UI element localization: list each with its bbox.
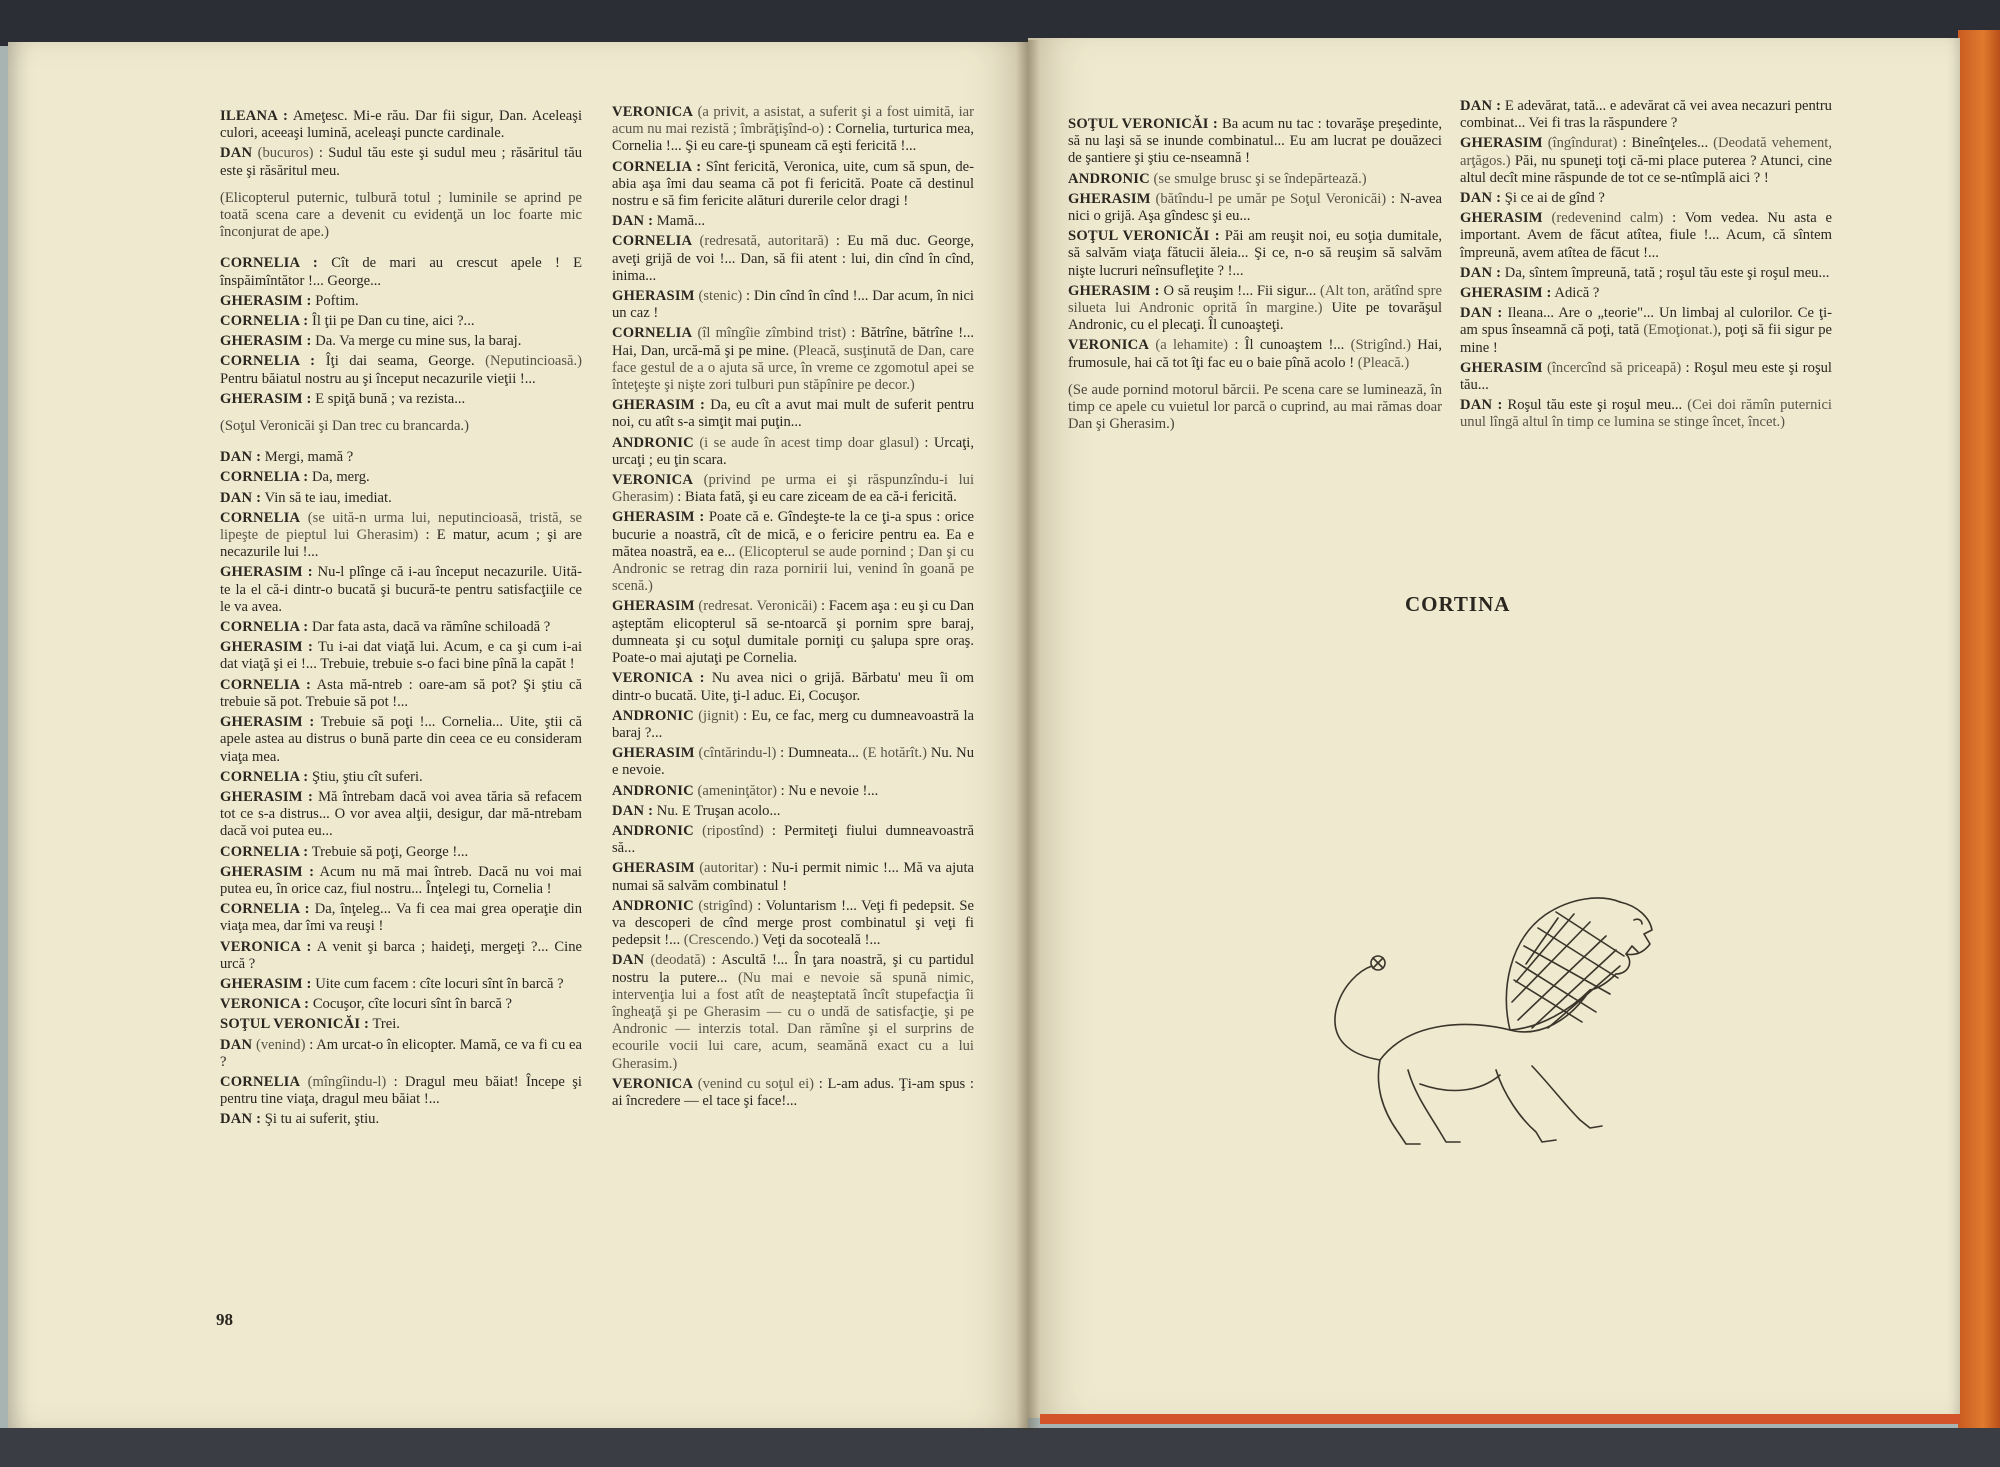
speaker-name: GHERASIM : (1460, 285, 1552, 302)
right-page-column-1 (1068, 116, 1442, 447)
dialogue-line (220, 789, 582, 841)
speaker-name: CORNELIA : (220, 353, 316, 370)
dialogue-line (220, 901, 582, 935)
speaker-name: CORNELIA (612, 325, 693, 342)
dialogue-line (1460, 210, 1832, 262)
speaker-name: DAN : (220, 449, 262, 466)
speaker-name: CORNELIA : (220, 843, 309, 860)
book-cover-bottom (0, 1428, 2000, 1467)
line-text: Ba acum nu tac : tovarăşe preşedinte, să nu laşi să se inunde combinatul... Eu am lucrat pe douăzeci de şantiere şi ştiu ce-nseamnă ! (1068, 116, 1442, 167)
line-text: : Eu mă duc. George, aveţi grijă de voi !... Dan, să fii atent : lui, din cînd în cînd, inima... (612, 233, 974, 284)
dialogue-line (220, 996, 582, 1013)
speaker-name: VERONICA : (220, 938, 312, 955)
line-text: : Eu, ce fac, merg cu dumneavoastră la baraj ?... (612, 707, 974, 741)
dialogue-line (220, 1074, 582, 1108)
speaker-name: DAN : (1460, 305, 1503, 322)
speaker-name: DAN (220, 1036, 253, 1053)
speaker-name: DAN : (1460, 190, 1502, 207)
line-text: A venit şi barca ; haideţi, mergeţi ?... Cine urcă ? (220, 938, 582, 972)
speaker-name: CORNELIA (612, 233, 693, 250)
dialogue-line (220, 844, 582, 861)
dialogue-line (220, 1016, 582, 1033)
lion-drawing-icon (1320, 870, 1660, 1170)
dialogue-line (220, 353, 582, 387)
dialogue-line (612, 898, 974, 950)
dialogue-line (220, 677, 582, 711)
stage-direction-inline: (stenic) (694, 288, 743, 305)
line-text: Ileana... Are o „teorie"... Un limbaj al culorilor. Ce ţi-am spus înseamnă că poţi, tată (1460, 305, 1832, 339)
dialogue-line (220, 714, 582, 766)
stage-direction-inline: (ameninţător) (693, 782, 777, 799)
dialogue-line (220, 1037, 582, 1071)
speaker-name: SOŢUL VERONICĂI : (1068, 228, 1220, 245)
line-text: : Nu e nevoie !... (776, 782, 879, 799)
stage-direction-inline: (mîngîindu-l) (300, 1073, 387, 1090)
dialogue-line (220, 564, 582, 616)
line-text: Trebuie să poţi !... Cornelia... Uite, ştii că apele astea au distrus o bună parte din ceea ce eu consideram viaţa mea. (220, 714, 582, 765)
speaker-name: ANDRONIC (612, 707, 694, 724)
line-text: Ameţesc. Mi-e rău. Dar fii sigur, Dan. Aceleaşi culori, aceeaşi lumină, aceleaşi puncte cardinale. (220, 108, 582, 142)
line-text: Nu-l plînge că i-au început necazurile. Uită-te la el că-i dintr-o bucată şi bucură-te pentru satisfacţiile ce le va avea. (220, 564, 583, 615)
dialogue-line (612, 598, 974, 667)
speaker-name: GHERASIM (612, 745, 695, 762)
stage-direction-inline: (Elicopterul se aude pornind ; Dan şi cu Andronic se retrag din raza pornirii lui, venind în goană pe scenă.) (612, 543, 974, 595)
dialogue-line (1460, 397, 1832, 431)
dialogue-line (612, 783, 974, 800)
stage-direction-inline: (îngîndurat) (1542, 135, 1618, 152)
line-text: : Permiteţi fiului dumneavoastră să... (612, 822, 974, 857)
speaker-name: GHERASIM : (220, 863, 315, 880)
line-text: Pentru băiatul nostru au şi început necazurile vieţii !... (220, 370, 536, 387)
speaker-name: CORNELIA : (220, 619, 309, 636)
line-text: Nu avea nici o grijă. Bărbatu' meu îi om dintr-o bucată. Uite, ţi-l aduc. Ei, Cocuşor. (612, 670, 974, 704)
dialogue-line (1068, 337, 1442, 371)
stage-direction-inline: (Strigînd.) (1344, 337, 1411, 354)
line-text: Vin să te iau, imediat. (261, 489, 392, 506)
dialogue-line (612, 104, 974, 156)
stage-direction-inline: (Cei doi rămîn puternici unul lîngă altul în timp ce lumina se stinge încet, încet.) (1460, 397, 1832, 431)
stage-direction-inline: (venind cu soţul ei) (693, 1075, 815, 1092)
speaker-name: DAN : (220, 1111, 262, 1128)
stage-direction-inline: (cîntărindu-l) (694, 745, 777, 762)
line-text: Da, merg. (308, 469, 370, 486)
dialogue-line (220, 939, 582, 973)
dialogue-line (612, 952, 974, 1072)
stage-direction-inline: (a lehamite) (1149, 337, 1229, 354)
stage-direction-inline: (autoritar) (694, 860, 759, 877)
dialogue-line (220, 1111, 582, 1128)
speaker-name: ANDRONIC (612, 782, 694, 799)
speaker-name: GHERASIM : (220, 333, 312, 350)
speaker-name: CORNELIA (220, 1073, 301, 1090)
speaker-name: GHERASIM (612, 288, 695, 305)
dialogue-line (220, 639, 582, 673)
line-text: Adică ? (1551, 285, 1600, 302)
left-page-column-2 (612, 104, 974, 1113)
stage-direction-inline: (redresată, autoritară) (692, 233, 829, 250)
dialogue-line (612, 435, 974, 469)
dialogue-line (612, 860, 974, 894)
dialogue-line (1068, 228, 1442, 280)
book-spine-edge (1958, 30, 2000, 1467)
speaker-name: GHERASIM : (220, 639, 314, 656)
speaker-name: GHERASIM (1460, 135, 1543, 152)
dialogue-line (1460, 135, 1832, 187)
speaker-name: GHERASIM : (220, 292, 312, 309)
line-text: : Bineînţeles... (1617, 135, 1709, 152)
dialogue-line (220, 145, 582, 179)
stage-direction-inline: (Emoţionat.) (1639, 322, 1718, 339)
speaker-name: GHERASIM : (1068, 282, 1160, 299)
line-text: O să reuşim !... Fii sigur... (1159, 282, 1317, 299)
line-text: Da, înţeleg... Va fi cea mai grea operaţie din viaţa mea, dar îmi va reuşi ! (220, 901, 583, 935)
ending-title: CORTINA (1405, 592, 1511, 616)
page-number: 98 (216, 1310, 233, 1329)
line-text: Veţi da socoteală !... (758, 932, 881, 949)
speaker-name: GHERASIM (612, 598, 695, 615)
line-text: Mergi, mamă ? (261, 449, 354, 466)
line-text: Poate că e. Gîndeşte-te la ce ţi-a spus : orice bucurie a noastră, cît de mică, e o fericire pentru ea. Ea e mătea noastră, ea e... (612, 509, 974, 560)
line-text: Acum nu mă mai întreb. Dacă nu voi mai putea eu, în orice caz, fiul nostru... Înţelegi tu, Cornelia ! (220, 863, 582, 897)
stage-direction-inline: (Neputincioasă.) (474, 353, 583, 370)
stage-direction-inline: (Pleacă.) (1354, 354, 1410, 371)
speaker-name: VERONICA (612, 104, 694, 120)
speaker-name: GHERASIM (1068, 190, 1151, 207)
dialogue-line (220, 510, 582, 562)
speaker-name: GHERASIM : (612, 397, 706, 414)
dialogue-line (612, 803, 974, 820)
stage-direction-inline: (se uită-n urma lui, neputincioasă, tristă, se lipeşte de pieptul lui Gherasim) (220, 509, 582, 544)
line-text: : Am urcat-o în elicopter. Mamă, ce va fi cu ea ? (220, 1036, 582, 1070)
speaker-name: GHERASIM (1460, 359, 1543, 376)
stage-direction-inline: (deodată) (644, 952, 706, 969)
dialogue-line (1460, 190, 1832, 207)
dialogue-line (612, 745, 974, 779)
line-text: : Facem aşa : eu şi cu Dan aşteptăm elicopterul să se-ntoarcă şi pornim spre baraj, dumneata şi cu soţul dumitale porniţi cu şalupa spre oraş. Poate-o mai ajutaţi pe Cornelia. (612, 598, 974, 667)
line-text: : Ascultă !... În ţara noastră, şi cu partidul nostru la putere... (612, 952, 975, 986)
speaker-name: VERONICA (612, 1075, 694, 1092)
line-text: : L-am adus. Ţi-am spus : ai încredere — el tace şi face!... (612, 1075, 974, 1109)
stage-direction: (Soţul Veronicăi şi Dan trec cu brancarda.) (220, 418, 469, 435)
dialogue-line (612, 159, 974, 211)
dialogue-line (220, 108, 582, 142)
dialogue-line (612, 472, 974, 506)
speaker-name: ILEANA : (220, 108, 289, 124)
speaker-name: DAN : (612, 802, 654, 819)
right-page-column-2 (1460, 98, 1832, 435)
line-text: Ştiu, ştiu cît suferi. (308, 768, 423, 785)
speaker-name: ANDRONIC (612, 897, 694, 914)
stage-direction-inline: (redresat. Veronicăi) (694, 598, 818, 615)
line-text: : Sudul tău este şi sudul meu ; răsăritul tău este şi răsăritul meu. (220, 145, 582, 179)
stage-direction-inline: (i se aude în acest timp doar glasul) (693, 434, 919, 451)
speaker-name: DAN (612, 952, 645, 969)
speaker-name: VERONICA : (612, 670, 705, 687)
speaker-name: DAN : (220, 489, 262, 506)
dialogue-line (612, 823, 974, 857)
line-text: : Îl cunoaştem !... (1228, 337, 1345, 354)
dialogue-line (1460, 265, 1832, 282)
dialogue-line (1068, 171, 1442, 188)
dialogue-line (1068, 191, 1442, 225)
dialogue-line (1460, 98, 1832, 132)
speaker-name: GHERASIM : (220, 564, 313, 581)
stage-direction-inline: (jignit) (693, 707, 739, 724)
speaker-name: SOŢUL VERONICĂI : (1068, 116, 1218, 132)
dialogue-line (1460, 285, 1832, 302)
stage-direction-inline: (bucuros) (252, 145, 314, 162)
speaker-name: GHERASIM : (220, 714, 315, 731)
dialogue-line (220, 333, 582, 350)
line-text: Da. Va merge cu mine sus, la baraj. (311, 333, 522, 350)
stage-direction-inline: (Alt ton, arătînd spre silueta lui Andronic oprită în margine.) (1068, 282, 1442, 317)
dialogue-line (220, 769, 582, 786)
dialogue-line (220, 490, 582, 507)
dialogue-line (1068, 283, 1442, 335)
line-text: Hai, frumosule, hai că tot îţi fac eu o baie pînă acolo ! (1068, 337, 1442, 371)
stage-direction-inline: (venind) (252, 1036, 306, 1053)
dialogue-line (612, 213, 974, 230)
cover-edge-band (1040, 1414, 1960, 1424)
line-text: Păi am reuşit noi, eu soţia dumitale, să salvăm viaţa fătucii ăleia... Şi ce, n-o să reuşim să salvăm nişte lucruri neînsufleţite ? !... (1068, 228, 1442, 279)
dialogue-line (612, 233, 974, 285)
speaker-name: DAN (220, 145, 253, 162)
speaker-name: GHERASIM : (612, 509, 705, 526)
line-text: : Nu-i permit nimic !... Mă va ajuta numai să salvăm combinatul ! (612, 860, 974, 894)
dialogue-line (612, 325, 974, 394)
line-text: Păi, nu spuneţi toţi că-mi place puterea ? Atunci, cine altul decît mine răspunde de tot ce se-ntîmplă aici ? ! (1460, 152, 1832, 186)
left-page-column-1 (220, 108, 582, 1132)
stage-direction-inline: (a privit, a asistat, a suferit şi a fost uimită, iar acum nu mai rezistă ; îmbrăţişînd-o) (612, 104, 974, 138)
dialogue-line (220, 391, 582, 408)
line-text: : Dragul meu băiat! Începe şi pentru tine viaţa, dragul meu băiat !... (220, 1073, 582, 1108)
speaker-name: ANDRONIC (612, 434, 694, 451)
speaker-name: GHERASIM : (220, 390, 312, 407)
stage-direction: (Elicopterul puternic, tulbură totul ; luminile se aprind pe toată scena care a devenit cu evidenţă un loc foarte mic înconjurat de ape.) (220, 189, 582, 241)
line-text: Da, sîntem împreună, tată ; roşul tău este şi roşul meu... (1501, 264, 1830, 281)
speaker-name: CORNELIA : (220, 768, 309, 785)
dialogue-line (1460, 360, 1832, 394)
stage-direction-inline: (privind pe urma ei şi răspunzîndu-i lui Gherasim) (612, 472, 974, 506)
line-text: Cît de mari au crescut apele ! E înspăimîntător !... George... (220, 255, 582, 289)
line-text: Poftim. (311, 292, 359, 309)
line-text: Şi ce ai de gînd ? (1501, 190, 1605, 207)
line-text: Asta mă-ntreb : oare-am să pot? Şi ştiu că trebuie să pot. Trebuie să pot !... (220, 676, 582, 710)
stage-direction-inline: (se smulge brusc şi se îndepărtează.) (1149, 170, 1367, 187)
speaker-name: CORNELIA : (220, 469, 309, 486)
dialogue-line (220, 469, 582, 486)
line-text: Nu. E Truşan acolo... (653, 802, 781, 819)
speaker-name: ANDRONIC (1068, 170, 1150, 187)
line-text: Roşul tău este şi roşul meu... (1502, 397, 1683, 414)
stage-direction-inline: (încercînd să priceapă) (1542, 359, 1682, 376)
dialogue-line (220, 864, 582, 898)
line-text: : Urcaţi, urcaţi ; eu ţin scara. (612, 434, 975, 468)
line-text: Mă întrebam dacă voi avea tăria să refacem tot ce s-a distrus... O vor avea alţii, desigur, dar mă-ntrebam dacă voi putea eu... (220, 788, 582, 840)
speaker-name: SOŢUL VERONICĂI : (220, 1016, 370, 1033)
stage-direction-inline: (redevenind calm) (1542, 210, 1664, 227)
line-text: Sînt fericită, Veronica, uite, cum să spun, de-abia aşa îmi dau seama că pot fi fericită. Poate că destinul nostru e să fim fericite alături durerile celor dragi ! (612, 158, 975, 210)
line-text: Tu i-ai dat viaţă lui. Acum, e ca şi cum i-ai dat viaţă şi ei !... Trebuie, trebuie s-o faci bine pînă la capăt ! (220, 639, 582, 673)
line-text: : Roşul meu este şi roşul tău... (1460, 359, 1832, 394)
stage-direction-inline: (ripostînd) (693, 822, 764, 839)
stage-direction-inline: (bătîndu-l pe umăr pe Soţul Veronicăi) (1150, 190, 1387, 207)
dialogue-line (220, 619, 582, 636)
stage-direction-inline: (Nu mai e nevoie să spună nimic, intervenţia lui a fost atît de neaşteptată încît stupefacţia îi îngheaţă şi pe Gherasim — cu o undă de satisfacţie, şi pe Andronic — interzis total. Dan rămîne şi el surprins de ecourile vocii lui care, acum, seamănă exact cu a lui Gherasim.) (612, 969, 974, 1072)
line-text: Uite cum facem : cîte locuri sînt în barcă ? (311, 975, 564, 992)
speaker-name: DAN : (612, 213, 654, 230)
dialogue-line (612, 708, 974, 742)
line-text: Îl ţii pe Dan cu tine, aici ?... (308, 313, 475, 330)
speaker-name: VERONICA : (220, 996, 310, 1013)
line-text: : Voluntarism !... Veţi fi pedepsit. Se va descoperi de cînd merge prost combinatul şi veţi fi pedepsit !... (612, 897, 974, 949)
stage-direction-inline: (strigînd) (693, 897, 753, 914)
speaker-name: ANDRONIC (612, 822, 694, 839)
line-text: , poţi să fii sigur pe mine ! (1460, 322, 1832, 356)
line-text: : Din cînd în cînd !... Dar acum, în nici un caz ! (612, 288, 974, 322)
speaker-name: VERONICA (1068, 337, 1150, 354)
line-text: : Vom vedea. Nu asta e important. Avem de făcut atîtea, fiule !... Acum, că sîntem împreună, avem atîtea de făcut !... (1460, 210, 1832, 261)
dialogue-line (220, 255, 582, 289)
line-text: Dar fata asta, dacă va rămîne schiloadă ? (308, 619, 551, 636)
line-text: : Cornelia, turturica mea, Cornelia !... Şi eu care-ţi spuneam că eşti fericită !... (612, 121, 974, 155)
dialogue-line (612, 288, 974, 322)
book-gutter (1016, 40, 1040, 1430)
dialogue-line (220, 976, 582, 993)
stage-direction-inline: (Pleacă, susţinută de Dan, care face gestul de a o ajuta să urce, în vreme ce zgomotul apei se înteţeşte şi nişte zori tulburi pun stăpînire pe decor.) (612, 342, 974, 394)
line-text: Da, eu cît a avut mai mult de suferit pentru noi, cu atît s-a simţit mai puţin... (612, 397, 975, 431)
speaker-name: DAN : (1460, 264, 1502, 281)
speaker-name: DAN : (1460, 98, 1502, 114)
dialogue-line (612, 670, 974, 704)
line-text: : Biata fată, şi eu care ziceam de ea că-i fericită. (673, 489, 957, 506)
dialogue-line (1068, 116, 1442, 168)
line-text: Şi tu ai suferit, ştiu. (261, 1111, 380, 1128)
speaker-name: CORNELIA (220, 509, 301, 526)
dialogue-line (612, 397, 974, 431)
dialogue-line (220, 293, 582, 310)
speaker-name: DAN : (1460, 397, 1503, 414)
line-text: Îţi dai seama, George. (315, 353, 475, 370)
line-text: Uite pe tovarăşul Andronic, cu el plecaţi. Îl cunoaşteţi. (1068, 300, 1443, 334)
line-text: : Bătrîne, bătrîne !... Hai, Dan, urcă-mă şi pe mine. (612, 325, 975, 359)
line-text: Trei. (369, 1016, 400, 1033)
line-text: : E matur, acum ; şi are necazurile lui !... (220, 527, 582, 561)
line-text: Mamă... (653, 213, 706, 230)
line-text: Cocuşor, cîte locuri sînt în barcă ? (309, 996, 513, 1013)
stage-direction: (Se aude pornind motorul bărcii. Pe scena care se luminează, în timp ce apele cu vuietul lor parcă o cuprind, au mai rămas doar Dan şi Gherasim.) (1068, 381, 1442, 433)
line-text: E spiţă bună ; va rezista... (311, 390, 466, 407)
dialogue-line (612, 509, 974, 595)
line-text: : N-avea nici o grijă. Aşa gîndesc şi eu... (1068, 190, 1442, 225)
line-text: : Dumneata... (776, 745, 859, 762)
dialogue-line (612, 1076, 974, 1110)
speaker-name: GHERASIM (1460, 210, 1543, 227)
speaker-name: GHERASIM : (220, 788, 314, 805)
speaker-name: CORNELIA : (612, 158, 702, 175)
speaker-name: CORNELIA : (220, 313, 309, 330)
dialogue-line (220, 449, 582, 466)
speaker-name: CORNELIA : (220, 676, 312, 693)
speaker-name: VERONICA (612, 472, 694, 489)
line-text: E adevărat, tată... e adevărat că vei avea necazuri pentru combinat... Vei fi tras la răspundere ? (1460, 98, 1832, 132)
stage-direction-inline: (Crescendo.) (680, 932, 759, 949)
line-text: Trebuie să poţi, George !... (308, 843, 469, 860)
dialogue-line (220, 313, 582, 330)
speaker-name: CORNELIA : (220, 901, 310, 918)
stage-direction-inline: (E hotărît.) (858, 745, 928, 762)
dialogue-line (1460, 305, 1832, 357)
stage-direction-inline: (îl mîngîie zîmbind trist) (692, 325, 847, 342)
speaker-name: CORNELIA : (220, 255, 318, 272)
speaker-name: GHERASIM : (220, 975, 312, 992)
stage-direction-inline: (Deodată vehement, arţăgos.) (1460, 135, 1832, 169)
line-text: Nu. Nu e nevoie. (612, 745, 974, 779)
speaker-name: GHERASIM (612, 860, 695, 877)
